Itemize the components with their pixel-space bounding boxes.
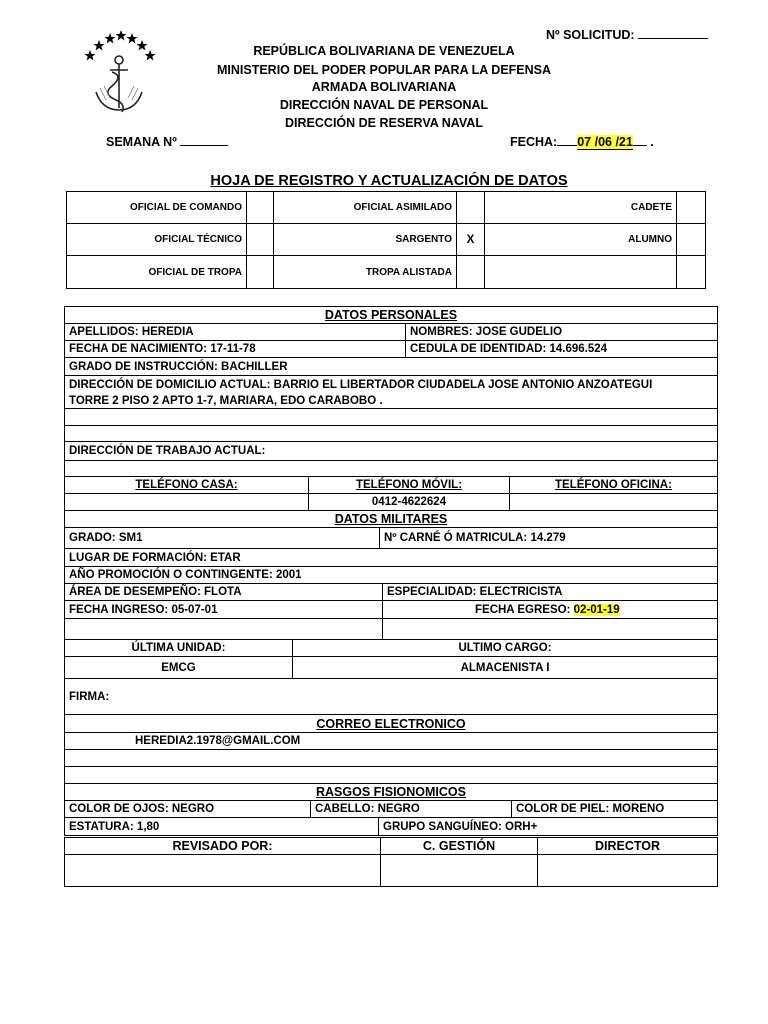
area-desempeno: ÁREA DE DESEMPEÑO: FLOTA xyxy=(64,583,383,601)
telefono-movil-label: TELÉFONO MÓVIL: xyxy=(308,476,510,494)
cat-alumno: ALUMNO xyxy=(484,223,677,256)
semana-label: SEMANA Nº xyxy=(106,135,177,149)
cabello: CABELLO: NEGRO xyxy=(310,800,512,818)
blank-row xyxy=(64,408,718,426)
checkbox-oficial-asimilado[interactable] xyxy=(456,191,485,224)
fecha-egreso-value: 02-01-19 xyxy=(573,603,620,616)
domicilio xyxy=(64,375,718,409)
telefono-casa-label: TELÉFONO CASA: xyxy=(64,476,309,494)
lugar-formacion: LUGAR DE FORMACIÓN: ETAR xyxy=(64,548,718,567)
director-signature xyxy=(537,854,718,887)
blank-row xyxy=(382,618,718,640)
firma: FIRMA: xyxy=(64,678,718,715)
director-label: DIRECTOR xyxy=(537,837,718,855)
fecha-egreso xyxy=(382,600,718,619)
cat-oficial-asimilado: OFICIAL ASIMILADO xyxy=(273,191,457,224)
ultima-unidad-label: ÚLTIMA UNIDAD: xyxy=(64,639,293,657)
telefono-oficina-label: TELÉFONO OFICINA: xyxy=(509,476,718,494)
especialidad: ESPECIALIDAD: ELECTRICISTA xyxy=(382,583,718,601)
cat-oficial-tecnico: OFICIAL TÉCNICO xyxy=(66,223,247,256)
header-line-5: DIRECCIÓN DE RESERVA NAVAL xyxy=(285,116,483,130)
revisado-por-label: REVISADO POR: xyxy=(64,837,381,855)
checkbox-tropa-alistada[interactable] xyxy=(456,255,485,289)
cedula: CEDULA DE IDENTIDAD: 14.696.524 xyxy=(405,340,718,358)
cat-oficial-comando: OFICIAL DE COMANDO xyxy=(66,191,247,224)
c-gestion-label: C. GESTIÓN xyxy=(380,837,538,855)
empty-category xyxy=(484,255,677,289)
category-table xyxy=(66,191,706,289)
solicitud-field xyxy=(546,27,708,42)
apellidos: APELLIDOS: HEREDIA xyxy=(64,323,406,341)
carne-matricula: Nº CARNÉ Ó MATRICULA: 14.279 xyxy=(379,527,718,549)
nombres: NOMBRES: JOSE GUDELIO xyxy=(405,323,718,341)
cat-oficial-tropa: OFICIAL DE TROPA xyxy=(66,255,247,289)
telefono-casa-value xyxy=(64,493,309,511)
fecha-value: 07 /06 /21 xyxy=(577,135,633,149)
form-title: HOJA DE REGISTRO Y ACTUALIZACIÓN DE DATOS xyxy=(210,173,568,189)
fecha-ingreso: FECHA INGRESO: 05-07-01 xyxy=(64,600,383,619)
blank-row xyxy=(64,460,718,477)
header-line-4: DIRECCIÓN NAVAL DE PERSONAL xyxy=(279,98,489,112)
domicilio-line-1: DIRECCIÓN DE DOMICILIO ACTUAL: BARRIO EL LIBERTADOR CIUDADELA JOSE ANTONIO ANZOATEGUI xyxy=(69,379,653,391)
ultimo-cargo-value: ALMACENISTA I xyxy=(292,656,718,679)
promocion: AÑO PROMOCIÓN O CONTINGENTE: 2001 xyxy=(64,566,718,584)
header-line-1: REPÚBLICA BOLIVARIANA DE VENEZUELA xyxy=(253,44,515,58)
fecha-label: FECHA: xyxy=(510,135,558,149)
blank-row xyxy=(64,618,383,640)
checkbox-empty[interactable] xyxy=(676,255,706,289)
cat-sargento: SARGENTO xyxy=(273,223,457,256)
blank-row xyxy=(64,766,718,784)
section-rasgos: RASGOS FISIONOMICOS xyxy=(64,783,718,801)
checkbox-oficial-comando[interactable] xyxy=(246,191,274,224)
header-line-2: MINISTERIO DEL PODER POPULAR PARA LA DEFENSA xyxy=(216,63,552,77)
semana-field xyxy=(106,134,228,149)
cat-tropa-alistada: TROPA ALISTADA xyxy=(273,255,457,289)
grado: GRADO: SM1 xyxy=(64,527,380,549)
solicitud-label: Nº SOLICITUD: xyxy=(546,28,635,42)
correo-value: HEREDIA2.1978@GMAIL.COM xyxy=(64,732,718,750)
checkbox-oficial-tecnico[interactable] xyxy=(246,223,274,256)
grupo-sanguineo: GRUPO SANGUÍNEO: ORH+ xyxy=(378,817,718,836)
ultima-unidad-value: EMCG xyxy=(64,656,293,679)
section-datos-personales: DATOS PERSONALES xyxy=(64,306,718,324)
blank-row xyxy=(64,425,718,442)
data-table xyxy=(64,306,718,836)
blank-row xyxy=(64,749,718,767)
estatura: ESTATURA: 1,80 xyxy=(64,817,379,836)
telefono-oficina-value xyxy=(509,493,718,511)
checkbox-cadete[interactable] xyxy=(676,191,706,224)
checkbox-alumno[interactable] xyxy=(676,223,706,256)
checkbox-sargento[interactable]: X xyxy=(456,223,485,256)
domicilio-line-2: TORRE 2 PISO 2 APTO 1-7, MARIARA, EDO CARABOBO . xyxy=(69,395,383,407)
color-ojos: COLOR DE OJOS: NEGRO xyxy=(64,800,311,818)
telefono-movil-value: 0412-4622624 xyxy=(308,493,510,511)
grado-instruccion: GRADO DE INSTRUCCIÓN: BACHILLER xyxy=(64,357,718,376)
section-correo: CORREO ELECTRONICO xyxy=(64,714,718,733)
direccion-trabajo: DIRECCIÓN DE TRABAJO ACTUAL: xyxy=(64,441,718,461)
checkbox-oficial-tropa[interactable] xyxy=(246,255,274,289)
fecha-egreso-label: FECHA EGRESO: xyxy=(475,603,574,616)
fecha-nacimiento: FECHA DE NACIMIENTO: 17-11-78 xyxy=(64,340,406,358)
header-line-3: ARMADA BOLIVARIANA xyxy=(311,80,457,94)
section-datos-militares: DATOS MILITARES xyxy=(64,510,718,528)
cat-cadete: CADETE xyxy=(484,191,677,224)
color-piel: COLOR DE PIEL: MORENO xyxy=(511,800,718,818)
ultimo-cargo-label: ULTIMO CARGO: xyxy=(292,639,718,657)
signature-table xyxy=(64,837,718,887)
fecha-field: FECHA: 07 /06 /21 . xyxy=(510,135,654,149)
c-gestion-signature xyxy=(380,854,538,887)
revisado-por-signature xyxy=(64,854,381,887)
